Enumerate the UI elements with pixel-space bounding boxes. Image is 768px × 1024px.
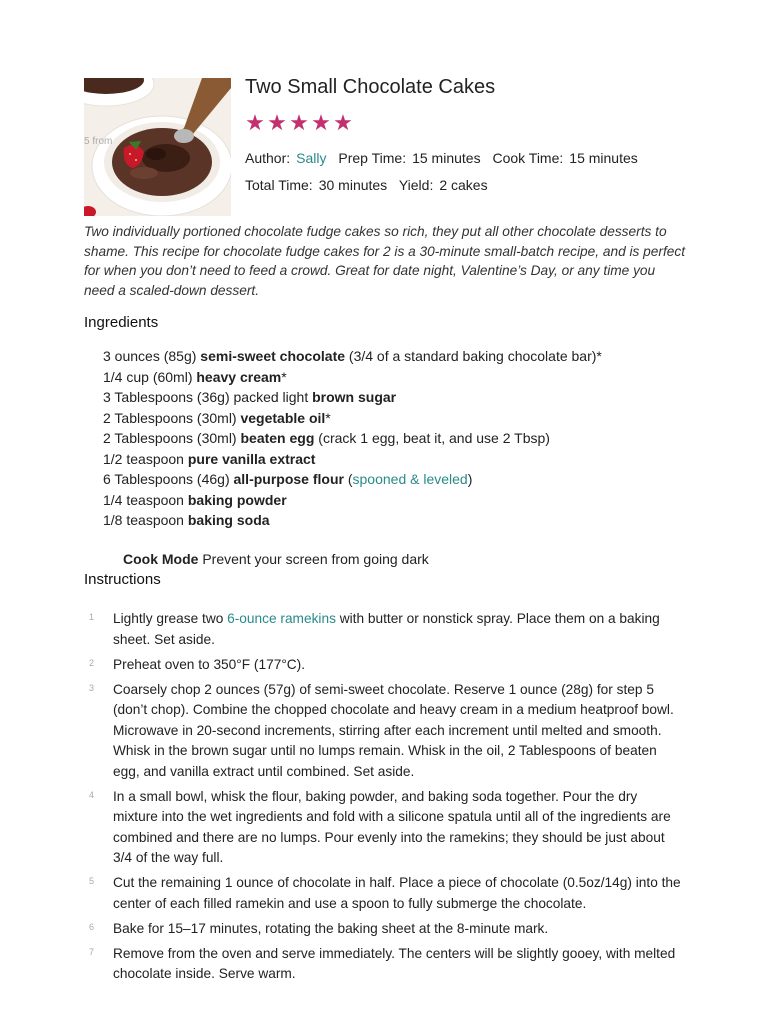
ingredient-name: vegetable oil (240, 409, 326, 426)
step-number: 1 (89, 612, 95, 622)
instructions-list (84, 609, 684, 989)
author-label: Author: (245, 150, 291, 166)
step-text: In a small bowl, whisk the flour, baking powder, and baking soda together. Pour the dry mixture into the wet ingredients and fold with a silicone spatula until all of the ingredients are combined and there are no lumps. Pour evenly into the ramekins; they should be just about 3/4 of the way full. (113, 788, 671, 865)
ingredient-note: * (325, 409, 331, 426)
chocolate-cake-ramekin-image (84, 78, 231, 216)
step-text-end: with butter or nonstick spray. Place them on a baking sheet. Set aside. (113, 611, 660, 647)
step-text: Coarsely chop 2 ounces (57g) of semi-sweet chocolate. Reserve 1 ounce (28g) for step 5 (don’t chop). Combine the chopped chocolate and heavy cream in a medium heatproof bowl. Microwave in 20-second increments, stirring after each increment until melted and smooth. Whisk in the brown sugar until no lumps remain. Whisk in the oil, 2 Tablespoons of beaten egg, and vanilla extract until combined. Set aside. (113, 681, 674, 779)
ingredient-amount: 2 Tablespoons (30ml) (103, 409, 241, 426)
recipe-summary: Two individually portioned chocolate fudge cakes so rich, they put all other chocolate desserts to shame. This recipe for chocolate fudge cakes for 2 is a 30-minute small-batch recipe, and is perfect for when you don’t need to feed a crowd. Great for date night, Valentine’s Day, or any time you need a scaled-down dessert. (84, 224, 686, 298)
ingredient-amount: 1/4 teaspoon (103, 491, 188, 508)
ingredient-amount: 1/4 cup (60ml) (103, 368, 197, 385)
recipe-meta-row-2 (245, 177, 496, 193)
ingredient-amount: 1/8 teaspoon (103, 512, 188, 528)
ingredient-amount: 6 Tablespoons (46g) (103, 471, 234, 487)
ingredient-name: baking soda (187, 512, 270, 528)
author-link[interactable]: Sally (296, 150, 327, 166)
star-icon[interactable]: ★ (333, 110, 353, 135)
step-link[interactable]: 6-ounce ramekins (227, 611, 336, 626)
instruction-step (84, 680, 684, 783)
cook-time-label: Cook Time: (492, 150, 564, 166)
yield-label: Yield: (398, 177, 434, 193)
step-text: Cut the remaining 1 ounce of chocolate in half. Place a piece of chocolate (0.5oz/14g) into the center of each filled ramekin and use a spoon to fully submerge the chocolate. (113, 875, 681, 911)
ingredient-link[interactable]: spooned & leveled (352, 471, 468, 487)
star-icon[interactable]: ★ (289, 110, 309, 135)
cook-mode-label: Cook Mode (123, 551, 199, 567)
instruction-step (84, 609, 684, 650)
ingredient-item (103, 367, 602, 388)
yield-value: 2 cakes (439, 177, 488, 193)
prep-time-label: Prep Time: (338, 150, 407, 166)
step-text: Preheat oven to 350°F (177°C). (113, 656, 306, 672)
ingredient-note: (3/4 of a standard baking chocolate bar)* (345, 348, 602, 364)
prep-time-value: 15 minutes (412, 150, 481, 166)
ingredient-name: pure vanilla extract (187, 450, 316, 467)
instructions-heading: Instructions (84, 571, 161, 588)
step-number: 3 (89, 682, 95, 693)
step-number: 4 (89, 789, 95, 800)
ingredient-item (103, 428, 602, 449)
instruction-step (84, 787, 684, 869)
step-text: Remove from the oven and serve immediately. The centers will be slightly gooey, with melted chocolate inside. Serve warm. (113, 945, 676, 981)
ingredient-name: semi-sweet chocolate (200, 348, 346, 364)
cook-time-value: 15 minutes (569, 150, 638, 166)
ingredient-name: brown sugar (312, 389, 397, 405)
ingredient-name: beaten egg (240, 430, 315, 446)
step-number: 7 (89, 946, 95, 957)
ingredient-name: heavy cream (196, 368, 282, 385)
recipe-photo (84, 78, 231, 216)
ingredient-amount: 2 Tablespoons (30ml) (103, 430, 241, 446)
star-icon[interactable]: ★ (311, 110, 331, 135)
step-number: 2 (89, 657, 95, 668)
step-text: Lightly grease two (113, 611, 228, 626)
ingredients-heading: Ingredients (84, 314, 159, 331)
ingredient-amount: 1/2 teaspoon (103, 450, 188, 467)
recipe-meta-row-1 (245, 150, 646, 166)
cook-mode-text: Prevent your screen from going dark (198, 551, 429, 567)
ingredient-amount: 3 Tablespoons (36g) packed light (103, 389, 313, 405)
step-number: 5 (89, 876, 95, 886)
ingredient-note: ( (343, 471, 353, 487)
ingredient-item (103, 490, 602, 511)
star-icon[interactable]: ★ (245, 110, 265, 135)
ingredient-item (103, 469, 602, 490)
ingredient-name: baking powder (187, 491, 287, 508)
ingredient-note: * (281, 368, 287, 385)
step-text: Bake for 15–17 minutes, rotating the baking sheet at the 8-minute mark. (113, 920, 549, 936)
ingredient-item (103, 387, 602, 408)
ingredient-note-end: ) (467, 471, 473, 487)
recipe-title: Two Small Chocolate Cakes (245, 76, 496, 98)
ingredient-note: (crack 1 egg, beat it, and use 2 Tbsp) (314, 430, 550, 446)
ingredient-item (103, 510, 602, 531)
instruction-step (84, 655, 684, 676)
ingredients-list (103, 346, 602, 531)
ingredient-item (103, 449, 602, 470)
star-icon[interactable]: ★ (267, 110, 287, 135)
ingredient-amount: 3 ounces (85g) (103, 348, 201, 364)
rating-stars[interactable] (245, 112, 353, 134)
instruction-step (84, 919, 684, 940)
instruction-step (84, 944, 684, 985)
photo-caption: 5 from (84, 136, 113, 147)
ingredient-name: all-purpose flour (233, 471, 344, 487)
total-time-value: 30 minutes (318, 177, 388, 193)
instruction-step (84, 873, 684, 914)
ingredient-item (103, 346, 602, 367)
ingredient-item (103, 408, 602, 429)
cook-mode[interactable] (123, 551, 429, 567)
total-time-label: Total Time: (245, 177, 313, 193)
step-number: 6 (89, 921, 95, 932)
